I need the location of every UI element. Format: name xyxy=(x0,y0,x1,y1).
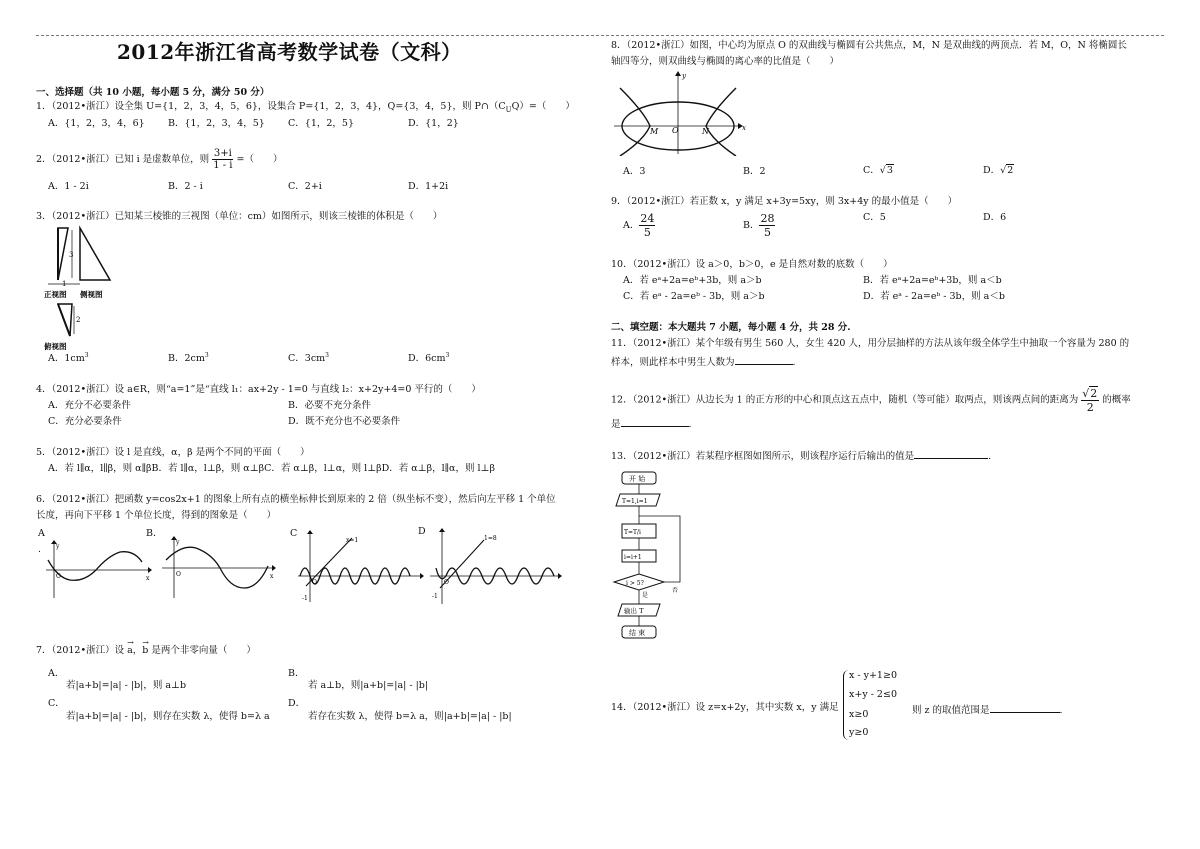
question-13-answer-blank[interactable] xyxy=(914,448,988,459)
side-view-label: 侧视图 xyxy=(80,290,103,299)
svg-text:O: O xyxy=(56,573,61,580)
question-2-stem: 2．（2012•浙江）已知 i 是虚数单位，则 $\frac{3+i}{1 - i}$ =（ ） xyxy=(36,148,283,171)
section-heading-fill: 二、填空题：本大题共 7 小题，每小题 4 分，共 28 分. xyxy=(611,322,851,333)
graph-b-curve xyxy=(166,547,268,588)
question-12-answer-blank[interactable] xyxy=(621,416,689,427)
question-7-option-c-text: 若|a+b|=|a| - |b|，则存在实数 λ，使得 b=λ a xyxy=(66,711,270,722)
question-11-answer-blank[interactable] xyxy=(735,354,793,365)
svg-text:结 束: 结 束 xyxy=(629,629,646,637)
svg-text:i=i+1: i=i+1 xyxy=(624,554,642,561)
question-8-option-b: B．2 xyxy=(743,166,766,177)
question-10-option-d: D．若 eᵃ - 2a=eᵇ - 3b，则 a＜b xyxy=(863,291,1005,302)
question-3-option-d: D．$6cm^3$ xyxy=(408,352,450,365)
dimension-3-label: 3 xyxy=(69,251,74,259)
svg-text:y: y xyxy=(56,543,60,550)
question-4-stem: 4．（2012•浙江）设 a∈R，则“a=1”是“直线 l₁：ax+2y - 1=0 与直线 l₂：x+2y+4=0 平行的（ ） xyxy=(36,384,481,395)
ellipse-hyperbola-figure xyxy=(612,70,752,156)
svg-text:-1: -1 xyxy=(302,595,308,602)
question-2-option-c: C．2+i xyxy=(288,181,322,192)
question-13-stem: 13．（2012•浙江）若某程序框图如图所示，则该程序运行后输出的值是 . xyxy=(611,448,991,463)
question-4-option-a: A．充分不必要条件 xyxy=(48,400,131,411)
question-6-option-d-label: D xyxy=(418,526,426,537)
question-1-option-a: A．{1，2，3，4，6} xyxy=(48,118,145,129)
question-3-stem: 3．（2012•浙江）已知某三棱锥的三视图（单位：cm）如图所示，则该三棱锥的体积是（ ） xyxy=(36,211,443,222)
question-7-option-a-text: 若|a+b|=|a| - |b|，则 a⊥b xyxy=(66,680,187,691)
question-12-stem: 12．（2012•浙江）从边长为 1 的正方形的中心和顶点这五点中，随机（等可能）取两点，则该两点间的距离为 $\frac{√2}{2}$ 的概率 xyxy=(611,387,1131,414)
svg-text:N: N xyxy=(702,127,709,136)
graph-a xyxy=(44,540,154,600)
question-7-option-a-label: A． xyxy=(48,668,65,679)
question-1-option-c: C．{1，2，5} xyxy=(288,118,354,129)
question-2-fraction: $\frac{3+i}{1 - i}$ xyxy=(213,148,233,171)
graph-d xyxy=(428,528,568,608)
question-10-option-c: C．若 eᵃ - 2a=eᵇ - 3b，则 a＞b xyxy=(623,291,765,302)
svg-text:M: M xyxy=(650,127,659,136)
svg-text:是: 是 xyxy=(642,592,649,599)
question-7-option-b-label: B． xyxy=(288,668,305,679)
svg-text:x: x xyxy=(146,575,150,582)
question-4-option-b: B．必要不充分条件 xyxy=(288,400,371,411)
question-7-option-d-label: D． xyxy=(288,698,306,709)
question-14-stem: 14．（2012•浙江）设 z=x+2y，其中实数 x，y 满足 xyxy=(611,702,839,713)
top-view-label: 俯视图 xyxy=(44,342,67,351)
svg-text:y: y xyxy=(176,539,180,546)
question-6-option-a-dot: . xyxy=(38,544,42,555)
question-12-fraction: $\frac{√2}{2}$ xyxy=(1082,387,1098,414)
question-2-option-d: D．1+2i xyxy=(408,181,449,192)
question-9-option-a: A． $\frac{24}{5}$ xyxy=(623,212,655,239)
svg-text:O: O xyxy=(312,579,317,586)
question-8-option-a: A．3 xyxy=(623,166,646,177)
question-7-option-c-label: C． xyxy=(48,698,65,709)
page-title: 2012年浙江省高考数学试卷（文科） xyxy=(117,40,462,64)
question-7-option-d-text: 若存在实数 λ，使得 b=λ a，则|a+b|=|a| - |b| xyxy=(308,711,512,722)
svg-text:输出 T: 输出 T xyxy=(624,607,644,615)
svg-text:i > 5?: i > 5? xyxy=(626,580,644,587)
flowchart-figure xyxy=(612,466,692,646)
question-9-option-d: D．6 xyxy=(983,212,1007,223)
svg-text:x: x xyxy=(270,573,274,580)
question-3-option-a: A．$1cm^3$ xyxy=(48,352,89,365)
question-9-stem: 9．（2012•浙江）若正数 x，y 满足 x+3y=5xy，则 3x+4y 的最小值是（ ） xyxy=(611,196,958,207)
svg-text:y: y xyxy=(682,72,686,80)
graph-a-curve xyxy=(48,552,142,581)
graph-b xyxy=(160,536,280,600)
svg-text:T=1,i=1: T=1,i=1 xyxy=(622,498,648,505)
question-3-option-c: C．$3cm^3$ xyxy=(288,352,329,365)
question-12-stem-line2: 是 . xyxy=(611,416,692,431)
svg-text:开 始: 开 始 xyxy=(629,475,646,483)
question-9-option-b: B． $\frac{28}{5}$ xyxy=(743,212,775,239)
question-6-stem-line2: 长度，再向下平移 1 个单位长度，得到的图象是（ ） xyxy=(36,510,277,521)
constraint-3: x≥0 xyxy=(849,709,869,720)
question-4-option-c: C．充分必要条件 xyxy=(48,416,122,427)
constraint-4: y≥0 xyxy=(849,727,869,738)
question-8-stem-line1: 8．（2012•浙江）如图，中心均为原点 O 的双曲线与椭圆有公共焦点，M，N 是双曲线的两顶点．若 M，O，N 将椭圆长 xyxy=(611,40,1127,51)
svg-text:否: 否 xyxy=(672,587,679,594)
question-11-stem-line2: 样本，则此样本中男生人数为 . xyxy=(611,354,796,369)
question-6-stem-line1: 6．（2012•浙江）把函数 y=cos2x+1 的图象上所有点的横坐标伸长到原来的 2 倍（纵坐标不变），然后向左平移 1 个单位 xyxy=(36,494,556,505)
side-view-triangle xyxy=(80,228,110,280)
constraint-2: x+y - 2≤0 xyxy=(849,689,897,700)
dimension-2-label: 2 xyxy=(76,316,81,324)
question-6-option-b-label: B． xyxy=(146,528,163,539)
question-1-stem: 1．（2012•浙江）设全集 U={1，2，3，4，5，6}，设集合 P={1，2，3，4}，Q={3，4，5}，则 $P\cap(C_UQ)=$（ ） xyxy=(36,101,575,114)
question-14-answer-blank[interactable] xyxy=(990,702,1060,713)
question-8-option-c: C．√3 xyxy=(863,165,893,176)
dimension-1-label: 1 xyxy=(62,280,67,288)
question-1-option-d: D．{1，2} xyxy=(408,118,459,129)
front-view-triangle xyxy=(58,228,68,280)
svg-text:x: x xyxy=(742,124,746,132)
question-10-stem: 10．（2012•浙江）设 a＞0，b＞0，e 是自然对数的底数（ ） xyxy=(611,259,893,270)
constraint-1: x - y+1≥0 xyxy=(849,670,897,681)
svg-text:-1: -1 xyxy=(432,593,438,600)
question-10-option-b: B．若 eᵃ+2a=eᵇ+3b，则 a＜b xyxy=(863,275,1002,286)
svg-text:O: O xyxy=(176,571,181,578)
svg-text:O: O xyxy=(672,126,679,135)
graph-c xyxy=(296,530,426,606)
question-9-option-c: C．5 xyxy=(863,212,886,223)
question-8-option-d: D．√2 xyxy=(983,165,1014,176)
question-4-option-d: D．既不充分也不必要条件 xyxy=(288,416,401,427)
svg-text:1=8: 1=8 xyxy=(484,535,497,542)
question-1-option-b: B．{1，2，3，4，5} xyxy=(168,118,265,129)
question-5-stem: 5．（2012•浙江）设 l 是直线，α，β 是两个不同的平面（ ） xyxy=(36,447,310,458)
question-3-option-b: B．$2cm^3$ xyxy=(168,352,209,365)
question-2-option-b: B．2 - i xyxy=(168,181,203,192)
question-6-option-a-label: A xyxy=(38,528,45,539)
question-6-option-c-label: C xyxy=(290,528,298,539)
question-10-option-a: A．若 eᵃ+2a=eᵇ+3b，则 a＞b xyxy=(623,275,762,286)
question-11-stem-line1: 11．（2012•浙江）某个年级有男生 560 人，女生 420 人，用分层抽样的方法从该年级全体学生中抽取一个容量为 280 的 xyxy=(611,338,1130,349)
question-2-option-a: A．1 - 2i xyxy=(48,181,89,192)
svg-text:x=1: x=1 xyxy=(346,537,359,544)
question-7-stem: 7．（2012•浙江）设 → a，→ b 是两个非零向量（ ） xyxy=(36,645,256,657)
question-7-option-b-text: 若 a⊥b，则|a+b|=|a| - |b| xyxy=(308,680,429,691)
front-view-label: 正视图 xyxy=(44,290,67,299)
svg-text:O: O xyxy=(444,579,449,586)
question-8-stem-line2: 轴四等分，则双曲线与椭圆的离心率的比值是（ ） xyxy=(611,56,840,67)
three-view-figure xyxy=(40,222,120,352)
top-dashed-rule xyxy=(36,35,1164,36)
question-5-options: A．若 l∥α，l∥β，则 α∥βB．若 l∥α，l⊥β，则 α⊥βC．若 α⊥β，l⊥α，则 l⊥βD．若 α⊥β，l∥α，则 l⊥β xyxy=(48,463,495,474)
svg-text:T=T/i: T=T/i xyxy=(624,529,641,536)
question-14-stem-end: 则 z 的取值范围是 . xyxy=(912,702,1063,717)
section-heading-choice: 一、选择题（共 10 小题，每小题 5 分，满分 50 分） xyxy=(36,87,270,98)
